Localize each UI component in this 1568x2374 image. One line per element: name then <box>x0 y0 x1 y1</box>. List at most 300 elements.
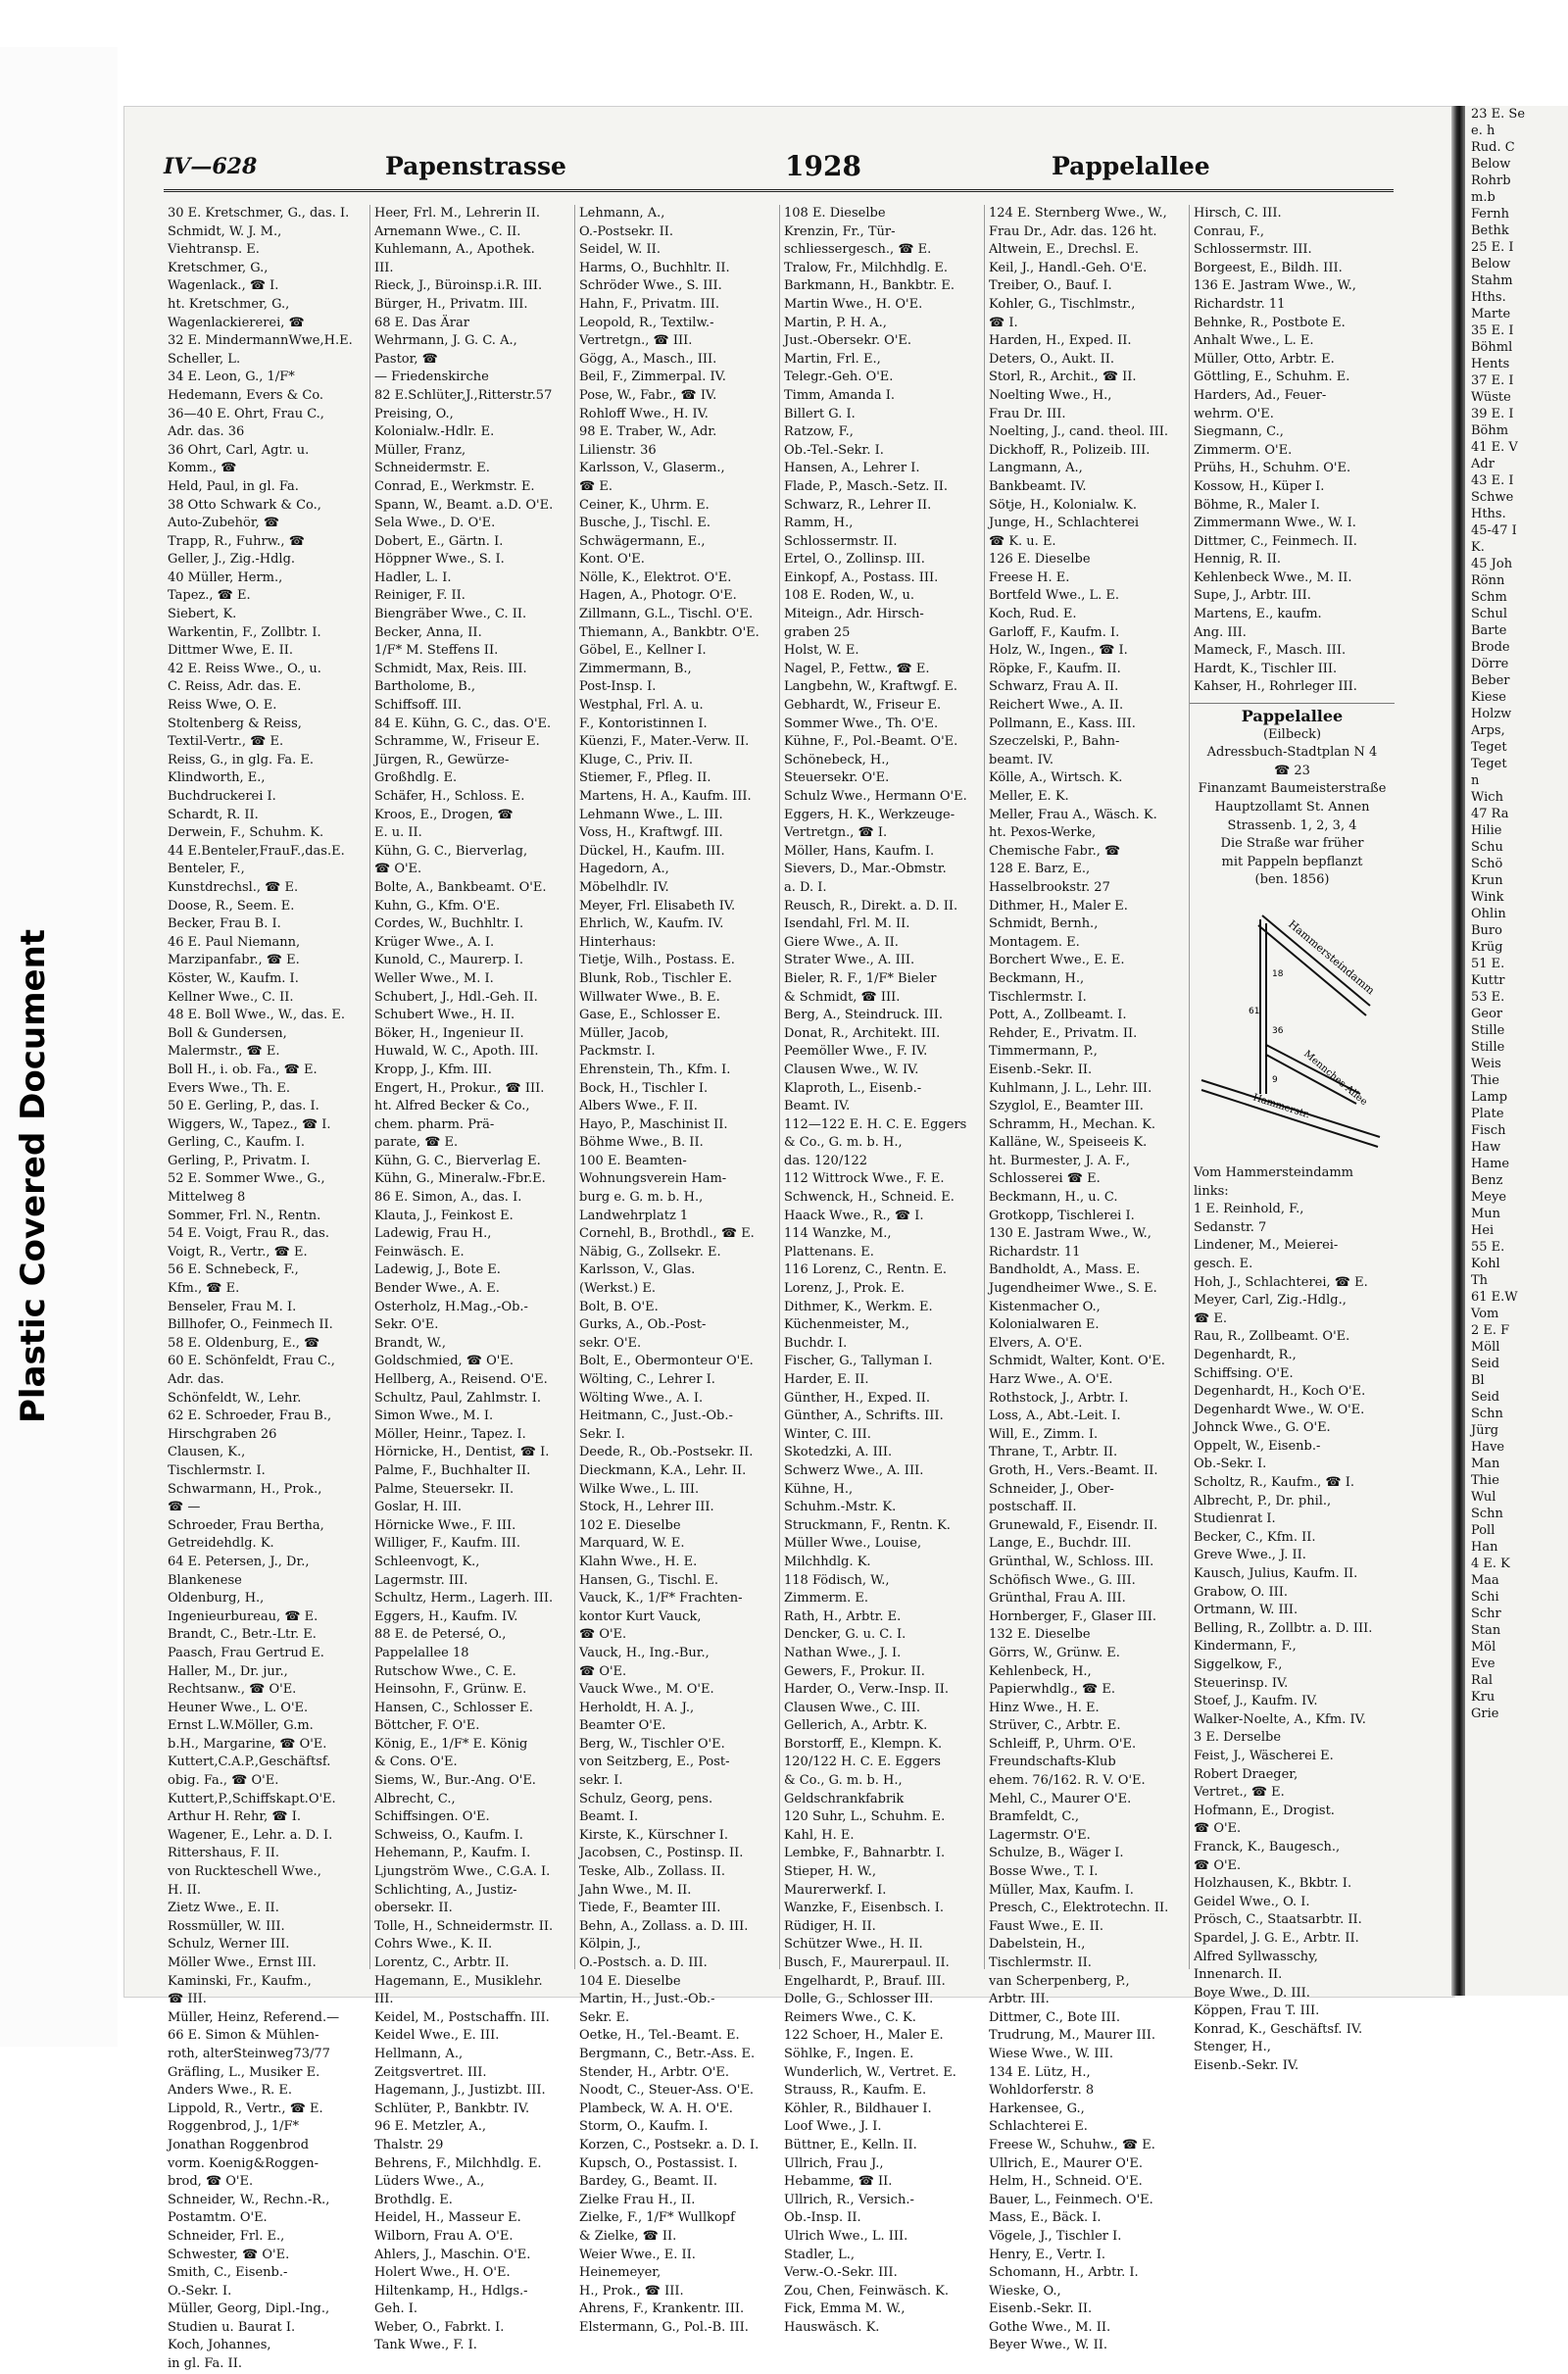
directory-entry: & Cons. O'E. <box>374 1755 458 1770</box>
directory-entry: Greve Wwe., J. II. <box>1194 1548 1306 1563</box>
directory-entry: Gurks, A., Ob.-Post- <box>579 1317 707 1333</box>
directory-entry: Buchdr. I. <box>784 1335 848 1351</box>
directory-entry: 132 E. Dieselbe <box>989 1627 1091 1643</box>
directory-entry: roth, alterSteinweg73/77 <box>168 2046 330 2061</box>
directory-entry: Degenhardt, R., <box>1194 1347 1297 1362</box>
directory-entry: 124 E. Sternberg Wwe., W., <box>989 206 1167 221</box>
directory-entry: Schomann, H., Arbtr. I. <box>989 2265 1139 2281</box>
directory-entry: Einkopf, A., Postass. III. <box>784 569 939 585</box>
directory-entry: Boll H., i. ob. Fa., ☎ E. <box>168 1062 318 1077</box>
directory-entry: H., Prok., ☎ III. <box>579 2283 684 2299</box>
directory-entry: a. D. I. <box>784 879 827 895</box>
directory-entry: Kolonialwaren E. <box>989 1317 1100 1333</box>
directory-entry: Bauer, L., Feinmech. O'E. <box>989 2192 1153 2207</box>
directory-entry: Weber, O., Fabrkt. I. <box>374 2319 505 2335</box>
directory-entry: Ladewig, J., Bote E. <box>374 1262 501 1278</box>
info-line: mit Pappeln bepflanzt <box>1221 854 1363 869</box>
directory-entry: Feinwäsch. E. <box>374 1244 465 1260</box>
directory-entry: Brothdlg. E. <box>374 2192 453 2207</box>
directory-entry: Tischlermstr. I. <box>989 989 1087 1005</box>
directory-entry: Böhml <box>1471 340 1513 355</box>
directory-entry: Doose, R., Seem. E. <box>168 898 295 914</box>
directory-entry: Müller, Jacob, <box>579 1025 669 1041</box>
directory-entry: O.-Postsekr. II. <box>579 223 674 239</box>
directory-entry: Rechtsanw., ☎ O'E. <box>168 1682 297 1698</box>
directory-entry: Böhm <box>1471 423 1509 438</box>
directory-entry: Oldenburg, H., <box>168 1591 265 1607</box>
directory-entry: Peemöller Wwe., F. IV. <box>784 1044 928 1060</box>
directory-entry: Schröder Wwe., S. III. <box>579 278 722 294</box>
directory-entry: Stoltenberg & Reiss, <box>168 716 302 731</box>
directory-entry: Lehmann Wwe., L. III. <box>579 807 723 822</box>
directory-entry: obersekr. II. <box>374 1901 453 1916</box>
directory-entry: Koch, Johannes, <box>168 2338 271 2353</box>
column-6-entries-bottom <box>1190 1164 1395 2076</box>
directory-entry: Kossow, H., Küper I. <box>1194 478 1325 494</box>
directory-entry: Martin, H., Just.-Ob.- <box>579 1992 715 2007</box>
directory-entry: Zillmann, G.L., Tischl. O'E. <box>579 607 754 622</box>
directory-entry: Schramm, H., Mechan. K. <box>989 1116 1156 1132</box>
directory-entry: Kölpin, J., <box>579 1937 641 1953</box>
directory-entry: 48 E. Boll Wwe., W., das. E. <box>168 1008 345 1023</box>
directory-entry: 114 Wanzke, M., <box>784 1226 892 1242</box>
directory-entry: Lamp <box>1471 1090 1508 1105</box>
directory-entry: Eisenb.-Sekr. IV. <box>1194 2058 1299 2074</box>
directory-entry: Giere Wwe., A. II. <box>784 934 899 950</box>
directory-entry: Arnemann Wwe., C. II. <box>374 223 521 239</box>
directory-entry: Pappelallee 18 <box>374 1645 469 1660</box>
directory-entry: Koch, Rud. E. <box>989 607 1077 622</box>
directory-entry: Clausen, K., <box>168 1445 246 1460</box>
directory-entry: postschaff. II. <box>989 1500 1077 1515</box>
directory-entry: Smith, C., Eisenb.- <box>168 2265 288 2281</box>
directory-entry: Lange, E., Buchdr. III. <box>989 1536 1132 1552</box>
directory-entry: Sela Wwe., D. O'E. <box>374 516 496 531</box>
map-label-mennches-allee: Mennches Allee <box>1301 1048 1370 1109</box>
directory-entry: Wagener, E., Lehr. a. D. I. <box>168 1827 333 1843</box>
directory-entry: Billert G. I. <box>784 406 856 421</box>
directory-entry: Osterholz, H.Mag.,-Ob.- <box>374 1299 528 1314</box>
directory-entry: Johnck Wwe., G. O'E. <box>1194 1420 1331 1436</box>
directory-entry: Schn <box>1471 1507 1503 1521</box>
directory-entry: Wüste <box>1471 390 1511 405</box>
directory-entry: Poll <box>1471 1523 1495 1538</box>
directory-entry: Ramm, H., <box>784 516 854 531</box>
directory-entry: Degenhardt, H., Koch O'E. <box>1194 1384 1366 1400</box>
column-6 <box>1189 205 1395 2074</box>
directory-entry: Stadler, L., <box>784 2247 856 2262</box>
directory-entry: Below <box>1471 257 1511 272</box>
directory-entry: Klindworth, E., <box>168 770 266 786</box>
directory-entry: Hoh, J., Schlachterei, ☎ E. <box>1194 1274 1368 1290</box>
directory-entry: Ljungström Wwe., C.G.A. I. <box>374 1864 551 1880</box>
directory-entry: Hilie <box>1471 823 1502 838</box>
directory-entry: Martin, Frl. E., <box>784 351 881 367</box>
directory-entry: Heinsohn, F., Grünw. E. <box>374 1682 527 1698</box>
directory-entry: Becker, Frau B. I. <box>168 916 281 932</box>
directory-entry: 88 E. de Petersé, O., <box>374 1627 507 1643</box>
directory-entry: 122 Schoer, H., Maler E. <box>784 2028 944 2044</box>
directory-entry: Schiffsing. O'E. <box>1194 1365 1294 1381</box>
directory-entry: Engert, H., Prokur., ☎ III. <box>374 1080 545 1096</box>
directory-entry: Clausen Wwe., W. IV. <box>784 1062 919 1077</box>
directory-entry: Seid <box>1471 1357 1500 1371</box>
directory-entry: Wilborn, Frau A. O'E. <box>374 2228 514 2244</box>
column-1 <box>164 205 369 2372</box>
directory-entry: Martin Wwe., H. O'E. <box>784 296 923 312</box>
directory-entry: Lembke, F., Bahnarbtr. I. <box>784 1846 946 1861</box>
directory-entry: Großhdlg. E. <box>374 770 458 786</box>
directory-entry: Robert Draeger, <box>1194 1766 1298 1782</box>
directory-entry: Müller Wwe., Louise, <box>784 1536 922 1552</box>
directory-entry: Schmidt, Walter, Kont. O'E. <box>989 1354 1165 1369</box>
directory-entry: Plate <box>1471 1107 1504 1121</box>
column-6-entries-top <box>1190 205 1395 697</box>
directory-entry: 61 E.W <box>1471 1290 1518 1305</box>
directory-entry: Dittmer, C., Bote III. <box>989 2009 1120 2025</box>
directory-entry: 37 E. I <box>1471 373 1514 388</box>
directory-entry: Dobert, E., Gärtn. I. <box>374 533 504 549</box>
directory-entry: Tischlermstr. II. <box>989 1955 1092 1970</box>
directory-entry: beamt. IV. <box>989 752 1054 767</box>
directory-entry: Hehemann, P., Kaufm. I. <box>374 1846 531 1861</box>
directory-entry: Gewers, F., Prokur. II. <box>784 1663 925 1679</box>
directory-entry: Benz <box>1471 1173 1503 1188</box>
directory-entry: Harms, O., Buchhltr. II. <box>579 260 730 275</box>
directory-entry: Karlsson, V., Glas. <box>579 1262 696 1278</box>
directory-entry: Timm, Amanda I. <box>784 387 896 403</box>
directory-entry: Harden, H., Exped. II. <box>989 333 1132 349</box>
column-5 <box>984 205 1190 2353</box>
directory-entry: 45-47 I <box>1471 523 1517 538</box>
directory-entry: Warkentin, F., Zollbtr. I. <box>168 624 321 640</box>
directory-entry: Thie <box>1471 1473 1499 1488</box>
directory-entry: Presch, C., Elektrotechn. II. <box>989 1901 1169 1916</box>
directory-entry: Albrecht, P., Dr. phil., <box>1194 1493 1332 1508</box>
directory-entry: Huwald, W. C., Apoth. III. <box>374 1044 539 1060</box>
directory-entry: von Ruckteschell Wwe., <box>168 1864 321 1880</box>
directory-entry: Schleiff, P., Uhrm. O'E. <box>989 1736 1137 1752</box>
directory-entry: Ahrens, F., Krankentr. III. <box>579 2301 745 2317</box>
directory-entry: Kellner Wwe., C. II. <box>168 989 294 1005</box>
directory-entry: Dickhoff, R., Polizeib. III. <box>989 442 1151 458</box>
directory-entry: Göttling, E., Schuhm. E. <box>1194 370 1350 385</box>
directory-entry: Ral <box>1471 1673 1493 1688</box>
directory-entry: Harkensee, G., <box>989 2101 1085 2116</box>
directory-entry: Behrens, F., Milchhdlg. E. <box>374 2155 542 2171</box>
directory-entry: Marquard, W. E. <box>579 1536 685 1552</box>
directory-entry: Bethk <box>1471 223 1509 238</box>
directory-entry: Mass, E., Bäck. I. <box>989 2210 1102 2226</box>
directory-entry: Zimmermann Wwe., W. I. <box>1194 516 1356 531</box>
directory-entry: König, E., 1/F* E. König <box>374 1736 528 1752</box>
directory-entry: Höppner Wwe., S. I. <box>374 552 505 568</box>
directory-entry: Teget <box>1471 740 1507 755</box>
directory-entry: 52 E. Sommer Wwe., G., <box>168 1171 325 1187</box>
directory-entry: ☎ O'E. <box>1194 1821 1242 1837</box>
directory-entry: Kühn, G. C., Bierverlag, <box>374 843 528 859</box>
directory-entry: Vom Hammersteindamm <box>1194 1164 1353 1180</box>
directory-entry: Evers Wwe., Th. E. <box>168 1080 291 1096</box>
directory-entry: 4 E. K <box>1471 1557 1510 1571</box>
directory-entry: Garloff, F., Kaufm. I. <box>989 624 1120 640</box>
directory-entry: Müller, Franz, <box>374 442 466 458</box>
directory-entry: & Zielke, ☎ II. <box>579 2228 677 2244</box>
directory-entry: Ob.-Insp. II. <box>784 2210 861 2226</box>
directory-entry: Teske, Alb., Zollass. II. <box>579 1864 726 1880</box>
directory-entry: Textil-Vertr., ☎ E. <box>168 734 284 750</box>
directory-entry: K. <box>1471 540 1485 555</box>
directory-entry: Kiese <box>1471 690 1506 705</box>
section-subtitle: (Eilbeck) <box>1262 726 1322 742</box>
directory-entry: Schlosserei ☎ E. <box>989 1171 1101 1187</box>
directory-entry: Benteler, F., <box>168 862 245 877</box>
directory-entry: Tank Wwe., F. I. <box>374 2338 477 2353</box>
directory-entry: Nathan Wwe., J. I. <box>784 1645 902 1660</box>
directory-entry: Krüg <box>1471 940 1503 955</box>
directory-entry: Oetke, H., Tel.-Beamt. E. <box>579 2028 740 2044</box>
directory-entry: 41 E. V <box>1471 440 1518 455</box>
directory-entry: Holzw <box>1471 707 1512 721</box>
directory-entry: Bürger, H., Privatm. III. <box>374 296 528 312</box>
directory-entry: Hardt, K., Tischler III. <box>1194 661 1338 676</box>
directory-entry: Brandt, C., Betr.-Ltr. E. <box>168 1627 317 1643</box>
directory-entry: 45 Joh <box>1471 557 1513 571</box>
directory-entry: Ob.-Tel.-Sekr. I. <box>784 442 884 458</box>
directory-entry: Thalstr. 29 <box>374 2137 444 2152</box>
directory-entry: Dörre <box>1471 657 1509 671</box>
directory-entry: Hebamme, ☎ II. <box>784 2174 893 2190</box>
directory-entry: Haw <box>1471 1140 1501 1155</box>
directory-entry: Beamt. IV. <box>784 1099 851 1114</box>
directory-entry: Beber <box>1471 673 1510 688</box>
directory-entry: Harder, E. II. <box>784 1372 869 1387</box>
directory-entry: Sievers, D., Mar.-Obmstr. <box>784 862 947 877</box>
directory-entry: 68 E. Das Ärar <box>374 315 469 330</box>
directory-entry: Billhofer, O., Feinmech II. <box>168 1317 333 1333</box>
directory-entry: Bankbeamt. IV. <box>989 478 1087 494</box>
directory-entry: Schwarz, Frau A. II. <box>989 679 1119 695</box>
directory-entry: Eve <box>1471 1657 1495 1671</box>
directory-entry: links: <box>1194 1183 1229 1199</box>
directory-entry: Wanzke, F., Eisenbsch. I. <box>784 1901 944 1916</box>
directory-entry: Zou, Chen, Feinwäsch. K. <box>784 2283 949 2299</box>
directory-entry: Heuner Wwe., L. O'E. <box>168 1700 309 1715</box>
directory-entry: Szyglol, E., Beamter III. <box>989 1099 1144 1114</box>
directory-entry: Köhler, R., Bildhauer I. <box>784 2101 932 2116</box>
directory-entry: Dieckmann, K.A., Lehr. II. <box>579 1462 747 1478</box>
directory-entry: Tapez., ☎ E. <box>168 588 251 604</box>
directory-entry: Bardey, G., Beamt. II. <box>579 2174 717 2190</box>
directory-entry: Kuhn, G., Kfm. O'E. <box>374 898 501 914</box>
directory-entry: Sekr. O'E. <box>374 1317 439 1333</box>
directory-entry: Stender, H., Arbtr. O'E. <box>579 2064 730 2080</box>
directory-entry: Kupsch, O., Postassist. I. <box>579 2155 738 2171</box>
directory-entry: Kunold, C., Maurerp. I. <box>374 953 524 968</box>
info-line: Finanzamt Baumeisterstraße <box>1198 781 1387 797</box>
directory-entry: 104 E. Dieselbe <box>579 1973 681 1989</box>
directory-entry: Wunderlich, W., Vertret. E. <box>784 2064 956 2080</box>
directory-entry: Mameck, F., Masch. III. <box>1194 643 1347 659</box>
directory-entry: Thrane, T., Arbtr. II. <box>989 1445 1118 1460</box>
directory-entry: Hasselbrookstr. 27 <box>989 879 1110 895</box>
directory-entry: Below <box>1471 157 1511 172</box>
directory-entry: Schwarmann, H., Prok., <box>168 1481 322 1497</box>
directory-entry: ☎ O'E. <box>579 1627 627 1643</box>
directory-entry: Möller, Hans, Kaufm. I. <box>784 843 935 859</box>
directory-entry: Steuersekr. O'E. <box>784 770 890 786</box>
directory-entry: Schulze, B., Wäger I. <box>989 1846 1124 1861</box>
column-4 <box>779 205 985 2335</box>
directory-entry: Rohloff Wwe., H. IV. <box>579 406 709 421</box>
directory-entry: Auto-Zubehör, ☎ <box>168 516 280 531</box>
directory-entry: Ceiner, K., Uhrm. E. <box>579 497 710 513</box>
directory-entry: Timmermann, P., <box>989 1044 1098 1060</box>
directory-entry: b.H., Margarine, ☎ O'E. <box>168 1736 327 1752</box>
directory-entry: Beckmann, H., u. C. <box>989 1190 1118 1206</box>
directory-entry: Kohl <box>1471 1257 1500 1271</box>
map-house-number: 61 <box>1249 1006 1260 1016</box>
directory-entry: Harders, Ad., Feuer- <box>1194 387 1327 403</box>
directory-entry: Kahl, H. E. <box>784 1827 855 1843</box>
directory-entry: Schultz, Herm., Lagerh. III. <box>374 1591 554 1607</box>
directory-entry: Schubert Wwe., H. II. <box>374 1008 515 1023</box>
directory-entry: Rehder, E., Privatm. II. <box>989 1025 1138 1041</box>
directory-entry: Langmann, A., <box>989 461 1083 476</box>
directory-entry: Vertret., ☎ E. <box>1194 1785 1285 1801</box>
directory-entry: Schneider, J., Ober- <box>989 1481 1114 1497</box>
directory-entry: Schwägermann, E., <box>579 533 706 549</box>
directory-entry: Post-Insp. I. <box>579 679 657 695</box>
directory-entry: Stiemer, F., Pfleg. II. <box>579 770 711 786</box>
directory-entry: Kolonialw.-Hdlr. E. <box>374 424 495 440</box>
directory-entry: Telegr.-Geh. O'E. <box>784 370 894 385</box>
directory-entry: Jürg <box>1471 1423 1499 1438</box>
directory-entry: ht. Kretschmer, G., <box>168 296 290 312</box>
directory-entry: Verw.-O.-Sekr. III. <box>784 2265 898 2281</box>
directory-entry: Montagem. E. <box>989 934 1080 950</box>
book-spine <box>1451 106 1465 1996</box>
directory-entry: Küchenmeister, M., <box>784 1317 909 1333</box>
directory-entry: Keidel Wwe., E. III. <box>374 2028 500 2044</box>
directory-entry: 47 Ra <box>1471 807 1509 821</box>
directory-entry: Harder, O., Verw.-Insp. II. <box>784 1682 950 1698</box>
directory-entry: Isendahl, Frl. M. II. <box>784 916 910 932</box>
directory-page <box>123 106 1453 2372</box>
directory-entry: Cordes, W., Buchhltr. I. <box>374 916 524 932</box>
directory-entry: 2 E. F <box>1471 1323 1510 1338</box>
directory-entry: Klahn Wwe., H. E. <box>579 1554 698 1569</box>
directory-entry: Hedemann, Evers & Co. <box>168 387 324 403</box>
directory-entry: Beamt. I. <box>579 1809 639 1825</box>
directory-entry: Holzhausen, K., Bkbtr. I. <box>1194 1876 1352 1892</box>
directory-entry: Klauta, J., Feinkost E. <box>374 1208 514 1223</box>
directory-entry: Martens, E., kaufm. <box>1194 607 1322 622</box>
directory-entry: sekr. I. <box>579 1773 623 1789</box>
directory-entry: Preising, O., <box>374 406 454 421</box>
directory-entry: Tischlermstr. I. <box>168 1462 266 1478</box>
directory-entry: Ulrich Wwe., L. III. <box>784 2228 908 2244</box>
directory-entry: Getreidehdlg. K. <box>168 1536 274 1552</box>
directory-entry: Rothstock, J., Arbtr. I. <box>989 1390 1129 1406</box>
directory-entry: Fisch <box>1471 1123 1506 1138</box>
directory-entry: Fernh <box>1471 207 1509 222</box>
directory-entry: Ehrlich, W., Kaufm. IV. <box>579 916 724 932</box>
directory-entry: Postamtm. O'E. <box>168 2210 268 2226</box>
page-header <box>164 146 1394 192</box>
directory-entry: Hents <box>1471 357 1510 371</box>
directory-entry: Flade, P., Masch.-Setz. II. <box>784 478 948 494</box>
directory-entry: Fick, Emma M. W., <box>784 2301 906 2317</box>
directory-entry: Schuhm.-Mstr. K. <box>784 1500 897 1515</box>
directory-entry: Tolle, H., Schneidermstr. II. <box>374 1918 554 1934</box>
directory-entry: Holst, W. E. <box>784 643 859 659</box>
directory-entry: Jacobsen, C., Postinsp. II. <box>579 1846 744 1861</box>
directory-entry: Böhme, R., Maler I. <box>1194 497 1320 513</box>
directory-entry: Möller Wwe., Ernst III. <box>168 1955 317 1970</box>
directory-entry: Geldschrankfabrik <box>784 1791 905 1806</box>
directory-entry: Krun <box>1471 873 1503 888</box>
directory-entry: Kirste, K., Kürschner I. <box>579 1827 729 1843</box>
directory-entry: Struckmann, F., Rentn. K. <box>784 1517 951 1533</box>
directory-entry: Ob.-Sekr. I. <box>1194 1457 1267 1472</box>
directory-entry: III. <box>374 260 394 275</box>
directory-entry: Heer, Frl. M., Lehrerin II. <box>374 206 541 221</box>
directory-entry: Behn, A., Zollass. a. D. III. <box>579 1918 749 1934</box>
directory-entry: Borstorff, E., Klempn. K. <box>784 1736 943 1752</box>
directory-entry: Palme, Steuersekr. II. <box>374 1481 514 1497</box>
directory-entry: Kalläne, W., Speiseeis K. <box>989 1135 1148 1151</box>
directory-entry: Näbig, G., Zollsekr. E. <box>579 1244 721 1260</box>
directory-entry: Landwehrplatz 1 <box>579 1208 689 1223</box>
directory-entry: Hellmann, A., <box>374 2046 464 2061</box>
directory-entry: 126 E. Dieselbe <box>989 552 1091 568</box>
directory-entry: 60 E. Schönfeldt, Frau C., <box>168 1354 335 1369</box>
directory-entry: Günther, A., Schrifts. III. <box>784 1409 944 1424</box>
directory-entry: Clausen Wwe., C. III. <box>784 1700 920 1715</box>
directory-entry: Dencker, G. u. C. I. <box>784 1627 906 1643</box>
directory-entry: Malermstr., ☎ E. <box>168 1044 280 1060</box>
directory-entry: Weller Wwe., M. I. <box>374 970 494 986</box>
directory-entry: Derwein, F., Schuhm. K. <box>168 825 324 841</box>
directory-entry: Behnke, R., Postbote E. <box>1194 315 1346 330</box>
directory-entry: Sommer Wwe., Th. O'E. <box>784 716 939 731</box>
directory-entry: Lagermstr. III. <box>374 1572 468 1588</box>
directory-entry: Vögele, J., Tischler I. <box>989 2228 1122 2244</box>
directory-entry: Schwerz Wwe., A. III. <box>784 1462 924 1478</box>
directory-entry: Borchert Wwe., E. E. <box>989 953 1125 968</box>
directory-entry: Köppen, Frau T. III. <box>1194 2003 1320 2019</box>
directory-entry: Schlüter, P., Bankbtr. IV. <box>374 2101 530 2116</box>
directory-entry: Wiggers, W., Tapez., ☎ I. <box>168 1116 331 1132</box>
directory-entry: Schlossermstr. III. <box>1194 242 1312 258</box>
directory-entry: Barkmann, H., Bankbtr. E. <box>784 278 955 294</box>
directory-entry: Scheller, L. <box>168 351 241 367</box>
directory-entry: ☎ E. <box>1194 1311 1227 1326</box>
directory-entry: Schardt, R. II. <box>168 807 259 822</box>
directory-entry: Eisenb.-Sekr. II. <box>989 1062 1093 1077</box>
directory-entry: Studien u. Baurat I. <box>168 2319 296 2335</box>
directory-entry: Sötje, H., Kolonialw. K. <box>989 497 1137 513</box>
directory-entry: Boll & Gundersen, <box>168 1025 287 1041</box>
directory-entry: Siebert, K. <box>168 607 237 622</box>
directory-entry: Kuttert,C.A.P.,Geschäftsf. <box>168 1755 331 1770</box>
directory-entry: 32 E. MindermannWwe,H.E. <box>168 333 353 349</box>
directory-entry: Stenger, H., <box>1194 2040 1271 2055</box>
directory-entry: Wagenlack., ☎ I. <box>168 278 279 294</box>
directory-entry: Gellerich, A., Arbtr. K. <box>784 1718 928 1734</box>
directory-entry: Rieck, J., Büroinsp.i.R. III. <box>374 278 543 294</box>
